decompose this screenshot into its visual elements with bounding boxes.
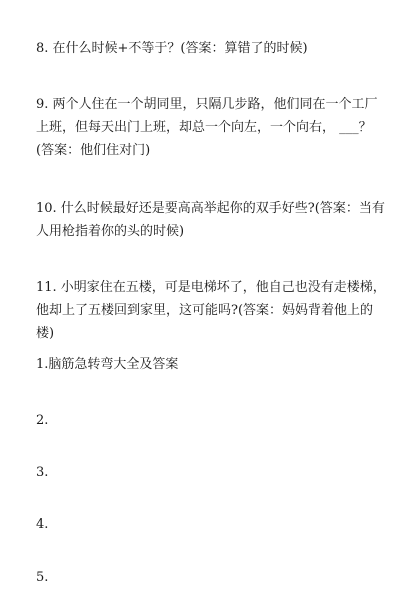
list-item-5: 5.: [36, 570, 49, 585]
list-item-2: 2.: [36, 413, 49, 428]
list-item-1: 1.脑筋急转弯大全及答案: [36, 357, 179, 372]
list-item-4: 4.: [36, 517, 49, 532]
question-10: 10. 什么时候最好还是要高高举起你的双手好些?(答案：当有人用枪指着你的头的时候): [36, 201, 385, 239]
question-8: 8. 在什么时候+不等于？(答案：算错了的时候): [36, 41, 308, 56]
question-9: 9. 两个人住在一个胡同里，只隔几步路，他们同在一个工厂上班，但每天出门上班，却总一个向左，一个向右， ___？(答案：他们住对门): [36, 97, 378, 158]
question-11: 11. 小明家住在五楼，可是电梯坏了，他自己也没有走楼梯，他却上了五楼回到家里，这可能吗?(答案：妈妈背着他上的楼): [36, 280, 386, 341]
list-item-3: 3.: [36, 465, 49, 480]
